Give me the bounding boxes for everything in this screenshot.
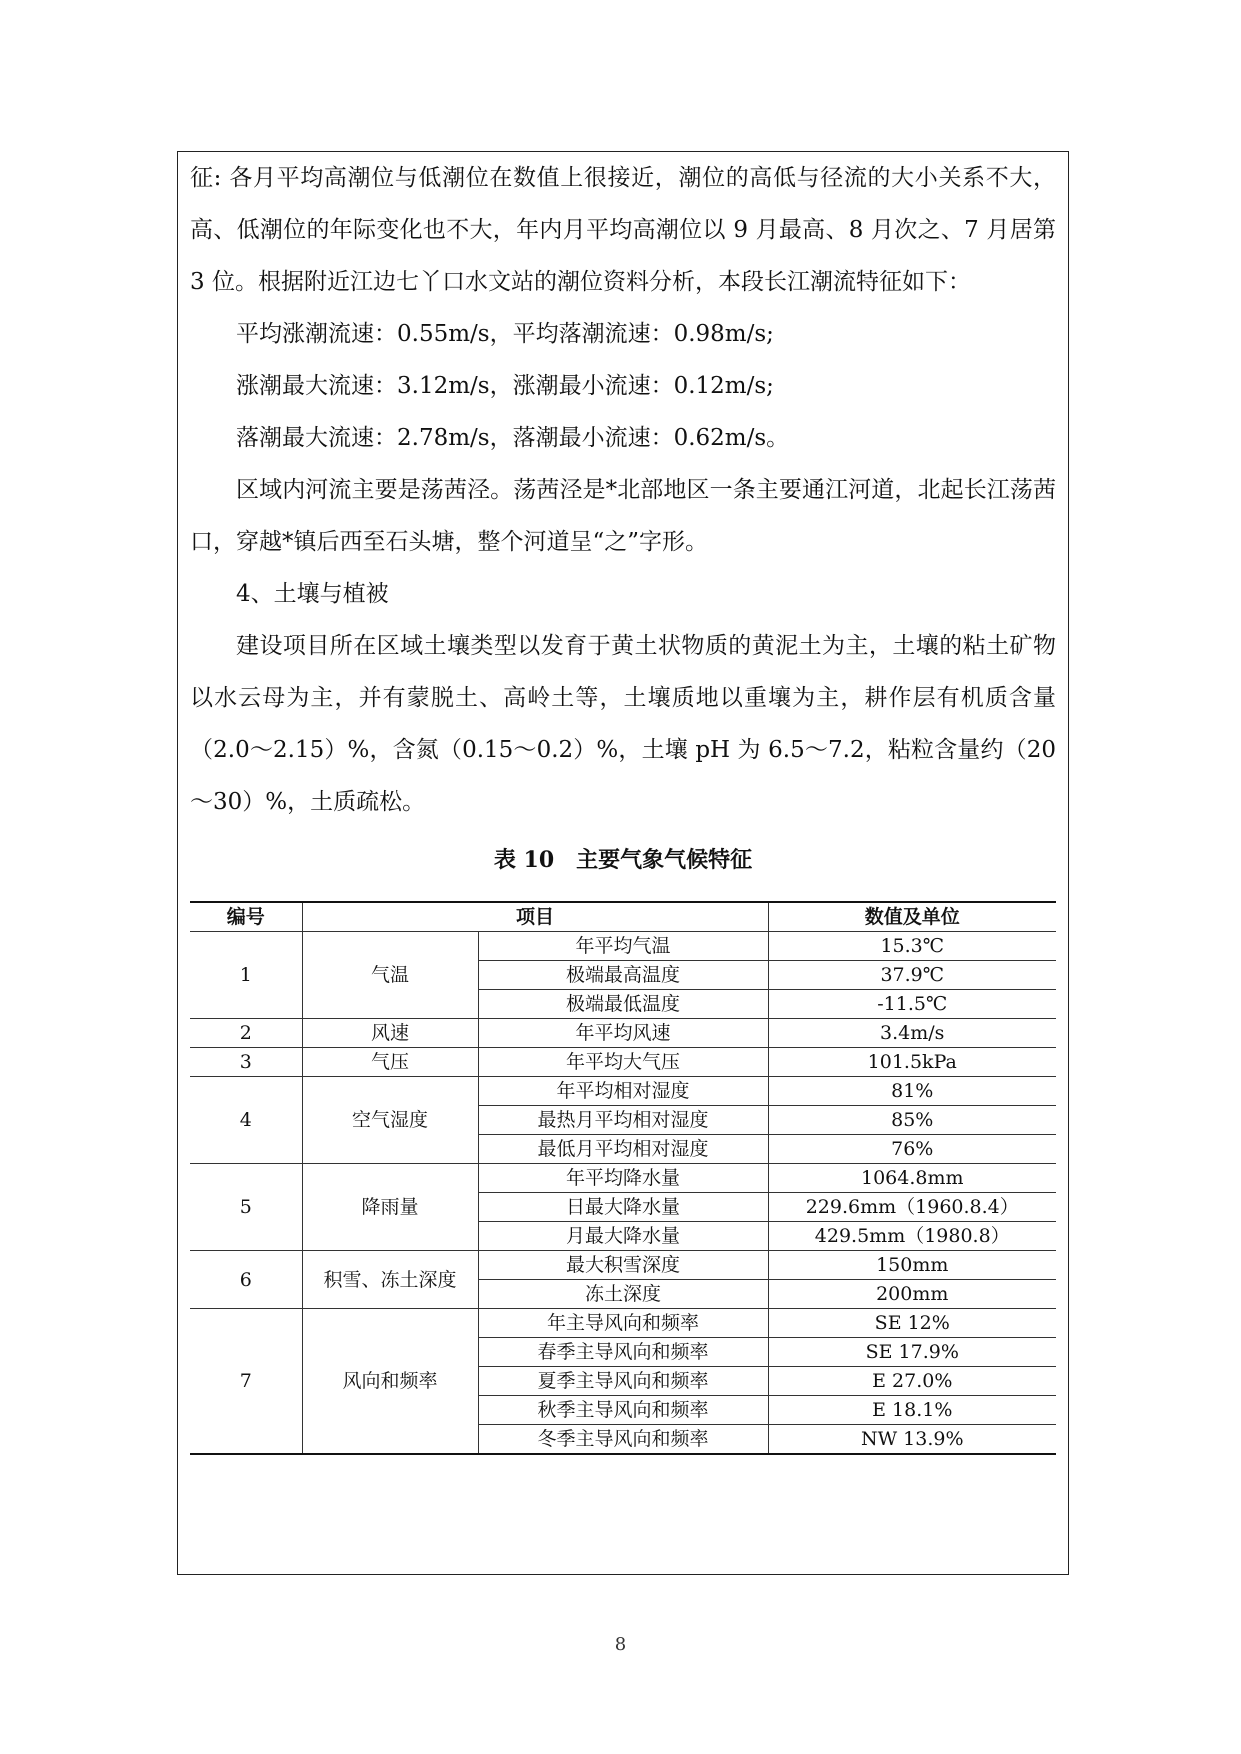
- value-cell: 150mm: [768, 1251, 1056, 1280]
- item-cell: 月最大降水量: [478, 1222, 768, 1251]
- group-no: 5: [190, 1164, 302, 1251]
- table-row: [190, 1309, 1056, 1338]
- value-cell: 101.5kPa: [768, 1048, 1056, 1077]
- group-name: 降雨量: [302, 1164, 478, 1251]
- value-cell: 229.6mm（1960.8.4）: [768, 1193, 1056, 1222]
- tide-paragraph: 征: 各月平均高潮位与低潮位在数值上很接近，潮位的高低与径流的大小关系不大，高、低潮位的年际变化也不大，年内月平均高潮位以 9 月最高、8 月次之、7 月居第 3 位。根据附近江边七丫口水文站的潮位资料分析，本段长江潮流特征如下：: [190, 165, 1056, 295]
- group-name: 空气湿度: [302, 1077, 478, 1164]
- group-name: 气温: [302, 932, 478, 1019]
- value-cell: 85%: [768, 1106, 1056, 1135]
- item-cell: 夏季主导风向和频率: [478, 1367, 768, 1396]
- table-row: [190, 932, 1056, 961]
- group-name: 风向和频率: [302, 1309, 478, 1455]
- value-cell: E 27.0%: [768, 1367, 1056, 1396]
- item-cell: 年平均大气压: [478, 1048, 768, 1077]
- value-cell: -11.5℃: [768, 990, 1056, 1019]
- table-row: [190, 1077, 1056, 1106]
- item-cell: 秋季主导风向和频率: [478, 1396, 768, 1425]
- group-name: 积雪、冻土深度: [302, 1251, 478, 1309]
- group-no: 2: [190, 1019, 302, 1048]
- item-cell: 极端最高温度: [478, 961, 768, 990]
- group-no: 4: [190, 1077, 302, 1164]
- page-number: 8: [614, 1634, 627, 1655]
- item-cell: 日最大降水量: [478, 1193, 768, 1222]
- item-cell: 年平均降水量: [478, 1164, 768, 1193]
- value-cell: E 18.1%: [768, 1396, 1056, 1425]
- item-cell: 最热月平均相对湿度: [478, 1106, 768, 1135]
- group-name: 气压: [302, 1048, 478, 1077]
- soil-paragraph: 建设项目所在区域土壤类型以发育于黄土状物质的黄泥土为主，土壤的粘土矿物以水云母为主，并有蒙脱土、高岭土等，土壤质地以重壤为主，耕作层有机质含量（2.0～2.15）%，含氮（0.15～0.2）%，土壤 pH 为 6.5～7.2，粘粒含量约（20～30）%，土质疏松。: [190, 633, 1056, 815]
- header-value: 数值及单位: [768, 902, 1056, 932]
- value-cell: 1064.8mm: [768, 1164, 1056, 1193]
- group-no: 3: [190, 1048, 302, 1077]
- item-cell: 年平均风速: [478, 1019, 768, 1048]
- header-item: 项目: [302, 902, 768, 932]
- body-text: [190, 152, 1056, 828]
- value-cell: 81%: [768, 1077, 1056, 1106]
- item-cell: 冻土深度: [478, 1280, 768, 1309]
- item-cell: 年平均气温: [478, 932, 768, 961]
- climate-table: [190, 901, 1056, 1455]
- item-cell: 年主导风向和频率: [478, 1309, 768, 1338]
- item-cell: 极端最低温度: [478, 990, 768, 1019]
- group-no: 7: [190, 1309, 302, 1455]
- item-cell: 年平均相对湿度: [478, 1077, 768, 1106]
- section-heading-soil: 4、土壤与植被: [236, 581, 389, 607]
- item-cell: 冬季主导风向和频率: [478, 1425, 768, 1455]
- value-cell: 200mm: [768, 1280, 1056, 1309]
- table-header-row: [190, 902, 1056, 932]
- flow-line-3: 落潮最大流速：2.78m/s，落潮最小流速：0.62m/s。: [236, 425, 790, 451]
- page-frame: [177, 151, 1069, 1575]
- group-no: 6: [190, 1251, 302, 1309]
- value-cell: 3.4m/s: [768, 1019, 1056, 1048]
- value-cell: 76%: [768, 1135, 1056, 1164]
- table-row: [190, 1251, 1056, 1280]
- value-cell: SE 12%: [768, 1309, 1056, 1338]
- header-no: 编号: [190, 902, 302, 932]
- table-row: [190, 1048, 1056, 1077]
- table-caption: 表 10 主要气象气候特征: [493, 847, 753, 873]
- flow-line-1: 平均涨潮流速：0.55m/s，平均落潮流速：0.98m/s;: [236, 321, 774, 347]
- group-name: 风速: [302, 1019, 478, 1048]
- value-cell: 15.3℃: [768, 932, 1056, 961]
- value-cell: SE 17.9%: [768, 1338, 1056, 1367]
- item-cell: 最低月平均相对湿度: [478, 1135, 768, 1164]
- table-row: [190, 1019, 1056, 1048]
- item-cell: 最大积雪深度: [478, 1251, 768, 1280]
- value-cell: 429.5mm（1980.8）: [768, 1222, 1056, 1251]
- value-cell: 37.9℃: [768, 961, 1056, 990]
- river-paragraph: 区域内河流主要是荡茜泾。荡茜泾是*北部地区一条主要通江河道，北起长江荡茜口，穿越*镇后西至石头塘，整个河道呈“之”字形。: [190, 477, 1056, 555]
- group-no: 1: [190, 932, 302, 1019]
- flow-line-2: 涨潮最大流速：3.12m/s，涨潮最小流速：0.12m/s;: [236, 373, 774, 399]
- table-row: [190, 1164, 1056, 1193]
- value-cell: NW 13.9%: [768, 1425, 1056, 1455]
- item-cell: 春季主导风向和频率: [478, 1338, 768, 1367]
